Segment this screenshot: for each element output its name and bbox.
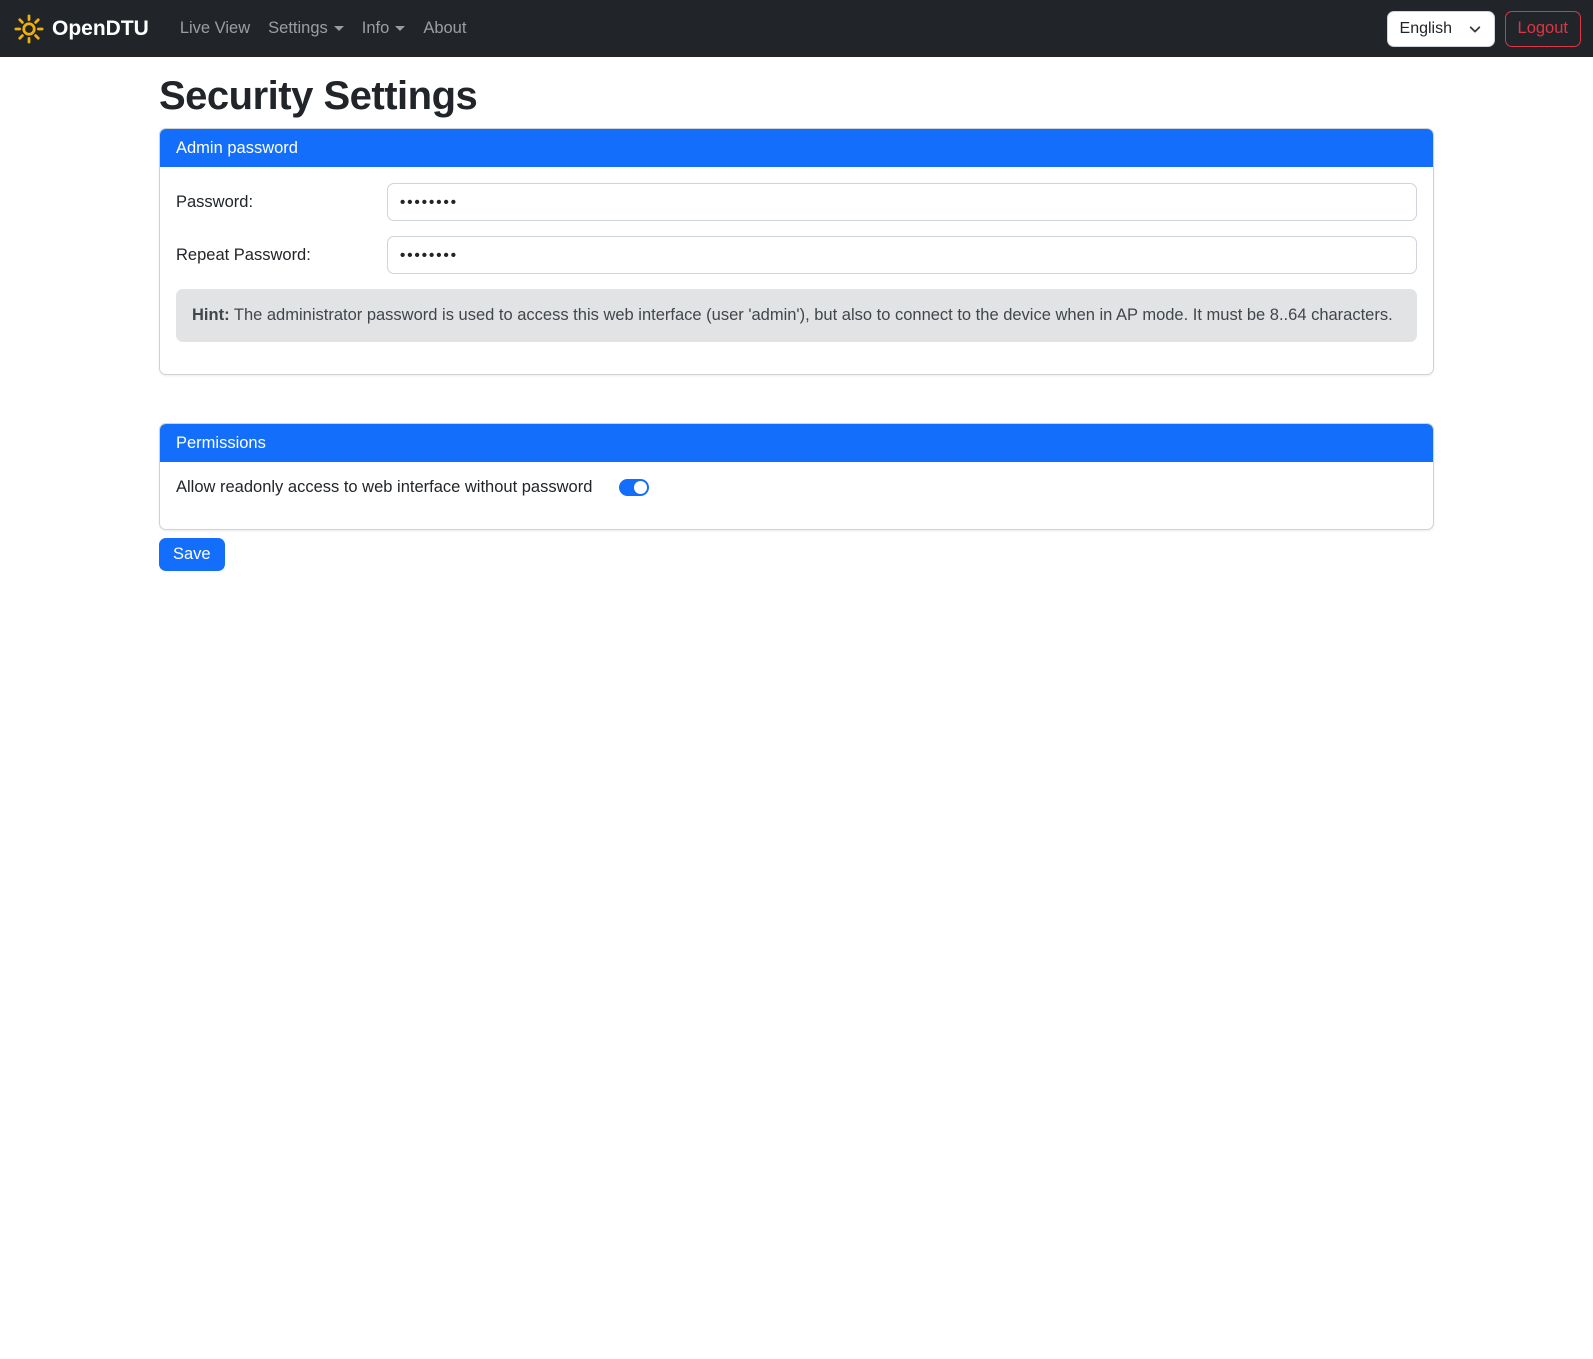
nav-item-label: Settings <box>268 19 328 37</box>
admin-password-card-header: Admin password <box>160 129 1433 167</box>
sun-icon <box>12 12 46 46</box>
logout-button[interactable]: Logout <box>1505 11 1581 47</box>
nav-item-about[interactable] <box>414 11 475 46</box>
nav-item-label: Live View <box>179 19 251 37</box>
nav-item-settings[interactable] <box>259 11 353 46</box>
readonly-access-row <box>176 478 1417 497</box>
nav-item-label: About <box>423 19 467 37</box>
nav-links <box>171 11 476 46</box>
page-title: Security Settings <box>159 74 478 118</box>
navbar <box>0 0 1593 57</box>
navbar-right <box>1387 11 1581 47</box>
language-selected-value: English <box>1399 19 1453 37</box>
hint-text: The administrator password is used to access this web interface (user 'admin'), but also to connect to the device when in AP mode. It must be 8..64 characters. <box>229 306 1393 324</box>
chevron-down-icon <box>395 26 405 31</box>
repeat-password-input[interactable] <box>387 236 1417 274</box>
password-hint <box>176 289 1417 342</box>
password-row <box>176 183 1417 221</box>
hint-prefix: Hint: <box>192 306 230 324</box>
language-select[interactable] <box>1387 11 1495 47</box>
nav-item-live-view[interactable] <box>171 11 259 46</box>
admin-password-card-body <box>160 167 1433 374</box>
permissions-card-header: Permissions <box>160 424 1433 462</box>
password-label: Password: <box>176 192 254 211</box>
nav-item-info[interactable] <box>353 11 415 46</box>
password-input[interactable] <box>387 183 1417 221</box>
readonly-access-label: Allow readonly access to web interface without password <box>176 478 593 496</box>
chevron-down-icon <box>334 26 344 31</box>
admin-password-card <box>159 128 1434 375</box>
save-button[interactable]: Save <box>159 538 225 571</box>
chevron-down-icon <box>1468 22 1482 36</box>
toggle-knob <box>634 481 647 494</box>
brand-label: OpenDTU <box>52 16 149 40</box>
readonly-access-toggle[interactable] <box>619 479 649 496</box>
permissions-card-body <box>160 462 1433 529</box>
main-content <box>147 74 1446 571</box>
repeat-password-label: Repeat Password: <box>176 245 311 264</box>
brand-link[interactable] <box>12 12 149 46</box>
repeat-password-row <box>176 236 1417 274</box>
nav-item-label: Info <box>361 19 390 37</box>
permissions-card <box>159 423 1434 530</box>
